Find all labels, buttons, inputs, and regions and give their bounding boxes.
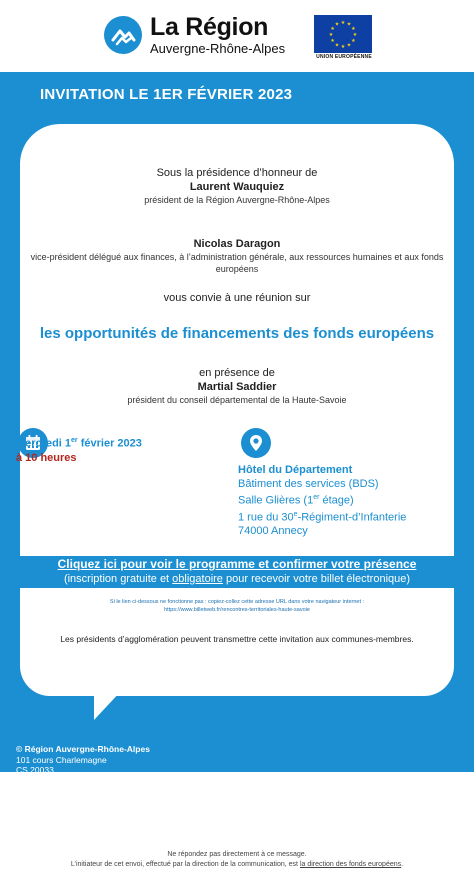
logo-title: La Région [150, 13, 269, 41]
president-role: président de la Région Auvergne-Rhône-Alpes [144, 195, 330, 205]
svg-text:★: ★ [346, 42, 352, 49]
svg-text:★: ★ [330, 38, 335, 44]
venue-name: Hôtel du Département [238, 464, 353, 476]
footer-addr2: CS 20033 [16, 765, 54, 775]
under-presidency-text: Sous la présidence d’honneur de [156, 167, 318, 179]
invitation-title: INVITATION LE 1ER FÉVRIER 2023 [40, 86, 293, 103]
logo-subtitle: Auvergne-Rhône-Alpes [150, 41, 286, 56]
location-pin-icon [241, 428, 271, 458]
legal-notice [0, 850, 474, 870]
speech-bubble-tail [94, 690, 122, 720]
relay-note: Les présidents d’agglomération peuvent transmettre cette invitation aux communes-membres. [60, 634, 414, 644]
venue-city: 74000 Annecy [238, 525, 308, 538]
svg-text:★: ★ [351, 38, 356, 44]
eu-label: UNION EUROPÉENNE [316, 54, 372, 60]
svg-text:★: ★ [352, 32, 358, 38]
svg-text:★: ★ [340, 44, 346, 50]
svg-text:★: ★ [334, 42, 340, 49]
president-name: Laurent Wauquiez [189, 181, 285, 193]
svg-text:★: ★ [328, 32, 334, 38]
svg-text:★: ★ [334, 21, 340, 28]
register-button[interactable] [18, 556, 456, 588]
legal-line2: L’initiateur de cet envoi, effectué par la direction de la communication, est la direction des fonds européens. [70, 861, 404, 868]
svg-text:★: ★ [340, 20, 346, 26]
event-date: Mercredi 1er février 2023 [16, 437, 142, 450]
eu-flag-icon [314, 15, 372, 53]
legal-line1: Ne répondez pas directement à ce message. [167, 851, 307, 858]
vp-role-line2: européens [215, 264, 259, 274]
vp-name: Nicolas Daragon [193, 238, 281, 250]
venue-building: Bâtiment des services (BDS) [238, 478, 379, 490]
svg-text:★: ★ [346, 21, 352, 28]
region-logo-icon [104, 16, 142, 54]
fallback-note: Si le lien ci-dessous ne fonctionne pas : copiez-collez cette adresse URL dans votre navigateur internet : [109, 599, 365, 605]
presence-text: en présence de [199, 367, 275, 379]
svg-text:★: ★ [330, 26, 335, 32]
invites-text: vous convie à une réunion sur [163, 292, 311, 304]
venue-room: Salle Glières (1er étage) [238, 494, 354, 507]
fund-direction-link[interactable]: la direction des fonds européens [299, 861, 402, 868]
guest-name: Martial Saddier [197, 381, 277, 393]
footer-address [16, 744, 150, 786]
register-subtext: (inscription gratuite et obligatoire pour recevoir votre billet électronique) [63, 573, 411, 585]
meeting-headline: les opportunités de financements des fonds européens [39, 325, 435, 342]
footer-addr3: 69269 LYON CEDEX 02 [16, 775, 108, 786]
event-place-block [238, 463, 406, 538]
footer-addr1: 101 cours Charlemagne [16, 754, 107, 765]
fallback-url[interactable]: https://www.billetweb.fr/rencontres-territoriales-haute-savoie [164, 607, 310, 613]
header [0, 0, 474, 72]
svg-text:★: ★ [351, 26, 356, 32]
event-date-block [16, 434, 142, 465]
region-logo[interactable] [104, 14, 285, 56]
guest-role: président du conseil départemental de la Haute-Savoie [127, 395, 347, 405]
event-time: à 10 heures [16, 451, 77, 464]
vp-role-line1: vice-président délégué aux finances, à l’administration générale, aux ressources humaines et aux fonds [30, 252, 444, 262]
venue-street: 1 rue du 30e-Régiment-d’Infanterie [238, 510, 407, 524]
footer-org: © Région Auvergne-Rhône-Alpes [16, 744, 150, 754]
register-link[interactable]: Cliquez ici pour voir le programme et confirmer votre présence [57, 557, 417, 571]
